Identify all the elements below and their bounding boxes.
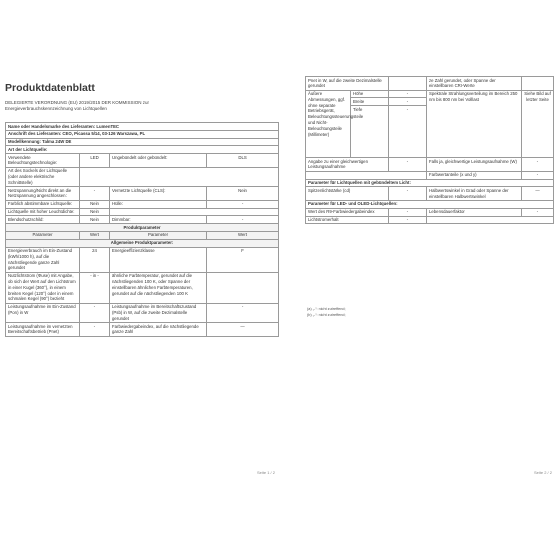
peak-intensity-value: - (389, 187, 427, 201)
supplier-name-row: Name oder Handelsmarke des Lieferanten: LumenTEC (6, 123, 279, 131)
col-parameter-2: Parameter (110, 231, 207, 239)
page-number: Seite 1 / 2 (256, 470, 275, 475)
tunable-value: Nein (80, 200, 110, 208)
standby-value: - (207, 303, 279, 322)
col-value: Wert (80, 231, 110, 239)
tunable-label: Farblich abstimmbare Lichtquelle: (6, 200, 80, 208)
general-params-header: Allgemeine Produktparameter: (6, 239, 279, 247)
height-label: Höhe (351, 90, 389, 98)
supplier-address-row: Anschrift des Lieferanten: CEO, Picassa 5/14, 03-126 Warszawa, PL (6, 130, 279, 138)
product-data-table (5, 122, 279, 337)
power-on-value: - (80, 303, 110, 322)
energy-label: Energieverbrauch im Ein-Zustand (kWh/1000 h), auf die nächstliegende ganze Zahl gerundet (6, 247, 80, 272)
cri-value: — (207, 323, 279, 337)
networked-standby-value: - (80, 323, 110, 337)
high-luminance-label: Lichtquelle mit hoher Leuchtdichte: (6, 208, 80, 216)
footnote-a: (a) „-“: nicht zutreffend; (307, 307, 346, 311)
energy-class-value: F (207, 247, 279, 272)
directional-params-header: Parameter für Lichtquellen mit gebündeltem Licht: (306, 179, 554, 187)
dimensions-label: Äußere Abmessungen, ggf. ohne separate Betriebsgerät, Beleuchtungssteuerungsteile und Nicht-Beleuchtungsteile (Millimeter) (306, 90, 351, 158)
equivalent-power-w-value: - (522, 158, 554, 172)
survival-factor-value: - (522, 208, 554, 216)
equivalent-power-w-label: Falls ja, gleichwertige Leistungsaufnahme (W) (427, 158, 522, 172)
beam-angle-label: Halbwertswinkel in Grad oder Spanne der einstellbaren Halbwertswinkel (427, 187, 522, 201)
net-standby-continued: Pnet in W, auf die zweite Dezimalstelle gerundet (306, 77, 389, 91)
chromaticity-value: - (522, 171, 554, 179)
technology-value: LED (80, 154, 110, 168)
connected-value: Nein (207, 187, 279, 201)
page-number: Seite 2 / 2 (533, 470, 552, 475)
lumen-maintenance-value: - (389, 216, 427, 224)
anti-glare-label: Blendschutzschild: (6, 216, 80, 224)
envelope-value: - (207, 200, 279, 208)
regulation-subtitle: DELEGIERTE VERORDNUNG (EU) 2019/2015 DER KOMMISSION zur Energieverbrauchskennzeichnung von Lichtquellen (5, 100, 149, 111)
r9-label: Wert des R9-Farbwiedergabeindex (306, 208, 389, 216)
lumen-maintenance-label: Lichtstromerhalt (306, 216, 389, 224)
mains-label: Netzspannung/Nicht direkt an die Netzspannung angeschlossen: (6, 187, 80, 201)
cct-label: ähnliche Farbtemperatur, gerundet auf die nächstliegenden 100 K, oder Spanne der einstellbaren ähnlichen Farbtemperaturen, gerundet auf die nächstliegenden 100 K (110, 272, 207, 303)
r9-value: - (389, 208, 427, 216)
product-params-header: Produktparameter (6, 224, 279, 232)
power-on-label: Leistungsaufnahme im Ein-Zustand (Pon) in W (6, 303, 80, 322)
depth-label: Tiefe (351, 106, 389, 158)
spectral-distribution-label: Spektrale Strahlungsverteilung im Bereich 250 nm bis 800 nm bei Volllast (427, 90, 522, 158)
high-luminance-value: Nein (80, 208, 110, 216)
peak-intensity-label: Spitzenlichtstärke (cd) (306, 187, 389, 201)
energy-class-label: Energieeffizienzklasse (110, 247, 207, 272)
cri-label: Farbwiedergabeindex, auf die nächstliegende ganze Zahl (110, 323, 207, 337)
mains-value: - (80, 187, 110, 201)
spectral-distribution-value: Siehe Bild auf letzter Seite (522, 90, 554, 158)
useful-flux-label: Nutzlichtstrom (Φuse) mit Angabe, ob sich der Wert auf den Lichtstrom in einer Kugel (360°), in einem breiten Kegel (120°) oder in einem schmalen Kegel (90°) bezieht (6, 272, 80, 303)
anti-glare-value: Nein (80, 216, 110, 224)
page-title: Produktdatenblatt (5, 82, 95, 94)
equivalent-power-value: - (389, 158, 427, 172)
model-row: Modellkennung: Talma 24W DE (6, 138, 279, 146)
depth-value: - (389, 106, 427, 158)
cap-label: Art des Sockels der Lichtquelle (oder andere elektrische Schnittstelle) (6, 167, 80, 186)
datasheet-page-2 (287, 70, 560, 478)
directional-value: DLS (207, 154, 279, 168)
light-source-type-row: Art der Lichtquelle: (6, 146, 279, 154)
connected-label: Vernetzte Lichtquelle (CLS): (110, 187, 207, 201)
height-value: - (389, 90, 427, 98)
footnote-b: (b) „-“: nicht zutreffend; (307, 313, 346, 317)
energy-value: 24 (80, 247, 110, 272)
envelope-label: Hülle: (110, 200, 207, 208)
equivalent-power-label: Angabe zu einer gleichwertigen Leistungsaufnahme (306, 158, 389, 172)
beam-angle-value: — (522, 187, 554, 201)
directional-label: Ungebündelt oder gebündelt: (110, 154, 207, 168)
standby-label: Leistungsaufnahme im Bereitschaftszustand (Psb) in W, auf die zweite Dezimalstelle gerundet (110, 303, 207, 322)
dimmable-value: - (207, 216, 279, 224)
col-parameter: Parameter (6, 231, 80, 239)
survival-factor-label: Lebensdauerfaktor (427, 208, 522, 216)
useful-flux-value: - in - (80, 272, 110, 303)
top-mid-cell (389, 77, 427, 91)
chromaticity-label: Farbwertanteile (x und y) (427, 171, 522, 179)
width-label: Breite (351, 98, 389, 106)
networked-standby-label: Leistungsaufnahme im vernetzten Bereitschaftsbetrieb (Pnet) (6, 323, 80, 337)
led-params-header: Parameter für LED- und OLED-Lichtquellen: (306, 200, 554, 208)
datasheet-page-1 (0, 70, 283, 478)
cri-range-continued: ze Zahl gerundet, oder Spanne der einstellbaren CRI-Werte (427, 77, 522, 91)
col-value-2: Wert (207, 231, 279, 239)
product-data-table-continued (305, 76, 554, 224)
technology-label: Verwendete Beleuchtungstechnologie: (6, 154, 80, 168)
width-value: - (389, 98, 427, 106)
dimmable-label: Dimmbar: (110, 216, 207, 224)
